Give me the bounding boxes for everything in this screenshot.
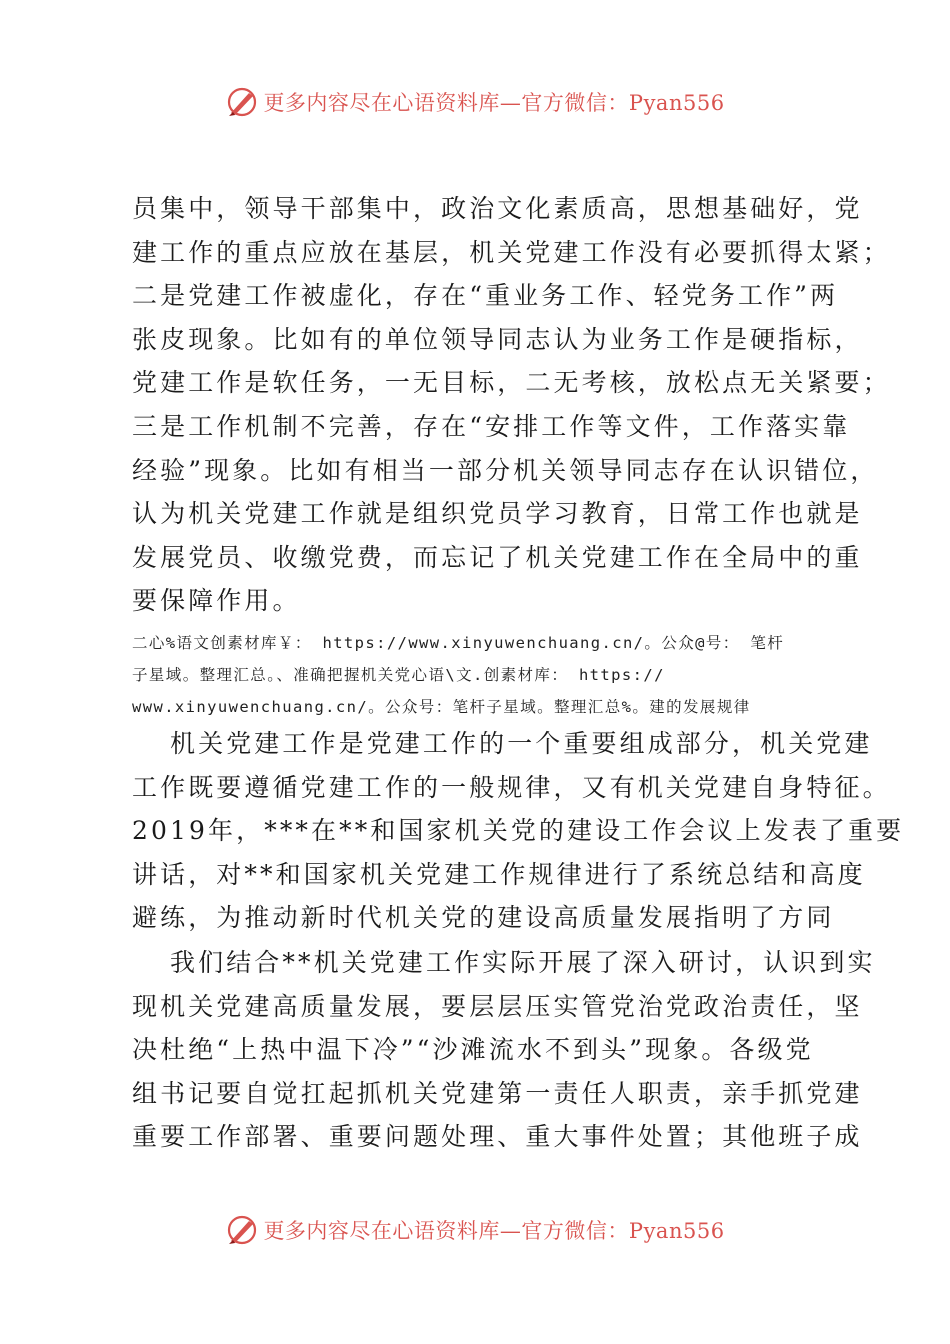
text-line: 避练，为推动新时代机关党的建设高质量发展指明了方同 xyxy=(132,903,835,933)
text-line: 经验”现象。比如有相当一部分机关领导同志存在认识错位， xyxy=(132,455,879,485)
pen-logo-icon xyxy=(225,1213,259,1247)
text-line: 我们结合**机关党建工作实际开展了深入研讨，认识到实 xyxy=(170,948,876,977)
text-line: 认为机关党建工作就是组织党员学习教育，日常工作也就是 xyxy=(132,499,863,529)
text-line: 工作既要遵循党建工作的一般规律，又有机关党建自身特征。 xyxy=(132,772,891,802)
text-line: 2019年，***在**和国家机关党的建设工作会议上发表了重要 xyxy=(132,816,905,846)
footer-watermark xyxy=(0,1210,950,1250)
text-line: 员集中，领导干部集中，政治文化素质高，思想基础好，党 xyxy=(132,194,863,223)
paragraph-2 xyxy=(132,722,905,940)
text-line: 重要工作部署、重要问题处理、重大事件处置；其他班子成 xyxy=(132,1122,863,1152)
watermark-text: 更多内容尽在心语资料库—官方微信：Pyan556 xyxy=(263,91,725,115)
text-line: 建工作的重点应放在基层，机关党建工作没有必要抓得太紧； xyxy=(132,237,891,267)
text-line: 二是党建工作被虚化，存在“重业务工作、轻党务工作”两 xyxy=(132,281,839,311)
text-line: 张皮现象。比如有的单位领导同志认为业务工作是硬指标， xyxy=(132,324,863,354)
text-line: 机关党建工作是党建工作的一个重要组成部分，机关党建 xyxy=(170,729,873,758)
text-line: 三是工作机制不完善，存在“安排工作等文件，工作落实靠 xyxy=(132,411,851,441)
header-watermark xyxy=(0,82,950,122)
source-note xyxy=(132,627,822,723)
note-line: www.xinyuwenchuang.cn/。公众号：笔杆子星域。整理汇总%。建的发展规律 xyxy=(132,698,751,716)
text-line: 要保障作用。 xyxy=(132,586,301,616)
text-line: 决杜绝“上热中温下冷”“沙滩流水不到头”现象。各级党 xyxy=(132,1035,814,1065)
text-line: 组书记要自觉扛起抓机关党建第一责任人职责，亲手抓党建 xyxy=(132,1078,863,1108)
paragraph-3 xyxy=(132,941,876,1159)
watermark-text: 更多内容尽在心语资料库—官方微信：Pyan556 xyxy=(263,1219,725,1243)
note-line: 子星域。整理汇总。、准确把握机关党心语\文.创素材库： https:// xyxy=(132,666,665,684)
text-line: 党建工作是软任务，一无目标，二无考核，放松点无关紧要； xyxy=(132,368,891,398)
paragraph-1 xyxy=(132,187,891,623)
text-line: 现机关党建高质量发展，要层层压实管党治党政治责任，坚 xyxy=(132,991,863,1021)
text-line: 发展党员、收缴党费，而忘记了机关党建工作在全局中的重 xyxy=(132,542,863,572)
text-line: 讲话，对**和国家机关党建工作规律进行了系统总结和高度 xyxy=(132,859,866,889)
pen-logo-icon xyxy=(225,85,259,119)
note-line: 二心%语文创素材库￥： https://www.xinyuwenchuang.cn/。公众@号： 笔杆 xyxy=(132,634,785,652)
